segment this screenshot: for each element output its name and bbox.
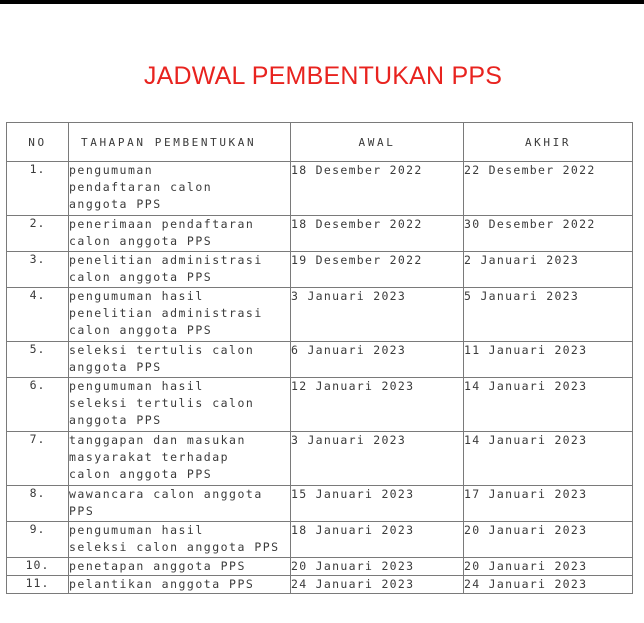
row-tahapan (69, 432, 291, 486)
row-awal: 12 Januari 2023 (291, 378, 464, 432)
row-tahapan (69, 378, 291, 432)
row-tahapan (69, 252, 291, 288)
tahapan-text: pengumuman hasil seleksi calon anggota PPS (69, 523, 280, 554)
row-number: 5. (7, 342, 69, 378)
row-tahapan (69, 342, 291, 378)
row-tahapan (69, 288, 291, 342)
table-row (7, 162, 633, 216)
row-number: 1. (7, 162, 69, 216)
table-row (7, 558, 633, 576)
row-number: 7. (7, 432, 69, 486)
row-awal: 18 Januari 2023 (291, 522, 464, 558)
row-tahapan (69, 522, 291, 558)
header-no: NO (7, 123, 69, 162)
row-number: 2. (7, 216, 69, 252)
row-awal: 3 Januari 2023 (291, 288, 464, 342)
row-akhir: 17 Januari 2023 (464, 486, 633, 522)
row-akhir: 22 Desember 2022 (464, 162, 633, 216)
row-number: 6. (7, 378, 69, 432)
schedule-body (7, 162, 633, 594)
row-tahapan (69, 576, 291, 594)
row-awal: 19 Desember 2022 (291, 252, 464, 288)
row-akhir: 2 Januari 2023 (464, 252, 633, 288)
row-akhir: 20 Januari 2023 (464, 522, 633, 558)
row-number: 11. (7, 576, 69, 594)
table-header-row (7, 123, 633, 162)
tahapan-text: seleksi tertulis calon anggota PPS (69, 343, 255, 374)
document-page (0, 4, 644, 623)
table-row (7, 342, 633, 378)
table-row (7, 252, 633, 288)
row-akhir: 5 Januari 2023 (464, 288, 633, 342)
row-number: 3. (7, 252, 69, 288)
row-akhir: 14 Januari 2023 (464, 378, 633, 432)
table-row (7, 486, 633, 522)
row-awal: 18 Desember 2022 (291, 162, 464, 216)
table-row (7, 216, 633, 252)
tahapan-text: pengumuman hasil seleksi tertulis calon anggota PPS (69, 379, 255, 427)
table-row (7, 576, 633, 594)
page-title: JADWAL PEMBENTUKAN PPS (143, 62, 503, 90)
header-tahapan: TAHAPAN PEMBENTUKAN (69, 123, 291, 162)
row-akhir: 11 Januari 2023 (464, 342, 633, 378)
row-awal: 3 Januari 2023 (291, 432, 464, 486)
row-awal: 18 Desember 2022 (291, 216, 464, 252)
tahapan-text: tanggapan dan masukan masyarakat terhadap calon anggota PPS (69, 433, 246, 481)
tahapan-text: wawancara calon anggota PPS (69, 487, 263, 518)
row-awal: 6 Januari 2023 (291, 342, 464, 378)
tahapan-text: penelitian administrasi calon anggota PPS (69, 253, 263, 284)
row-number: 10. (7, 558, 69, 576)
table-row (7, 432, 633, 486)
row-number: 8. (7, 486, 69, 522)
header-akhir: AKHIR (464, 123, 633, 162)
tahapan-text: pengumuman pendaftaran calon anggota PPS (69, 163, 213, 211)
row-awal: 24 Januari 2023 (291, 576, 464, 594)
row-tahapan (69, 162, 291, 216)
tahapan-text: penetapan anggota PPS (69, 559, 246, 573)
row-akhir: 24 Januari 2023 (464, 576, 633, 594)
table-row (7, 522, 633, 558)
row-tahapan (69, 486, 291, 522)
table-row (7, 288, 633, 342)
row-tahapan (69, 216, 291, 252)
row-awal: 15 Januari 2023 (291, 486, 464, 522)
tahapan-text: penerimaan pendaftaran calon anggota PPS (69, 217, 255, 248)
row-akhir: 30 Desember 2022 (464, 216, 633, 252)
tahapan-text: pelantikan anggota PPS (69, 577, 255, 591)
row-akhir: 14 Januari 2023 (464, 432, 633, 486)
row-number: 9. (7, 522, 69, 558)
row-akhir: 20 Januari 2023 (464, 558, 633, 576)
row-awal: 20 Januari 2023 (291, 558, 464, 576)
schedule-table (6, 122, 633, 594)
row-tahapan (69, 558, 291, 576)
tahapan-text: pengumuman hasil penelitian administrasi calon anggota PPS (69, 289, 263, 337)
table-row (7, 378, 633, 432)
row-number: 4. (7, 288, 69, 342)
header-awal: AWAL (291, 123, 464, 162)
